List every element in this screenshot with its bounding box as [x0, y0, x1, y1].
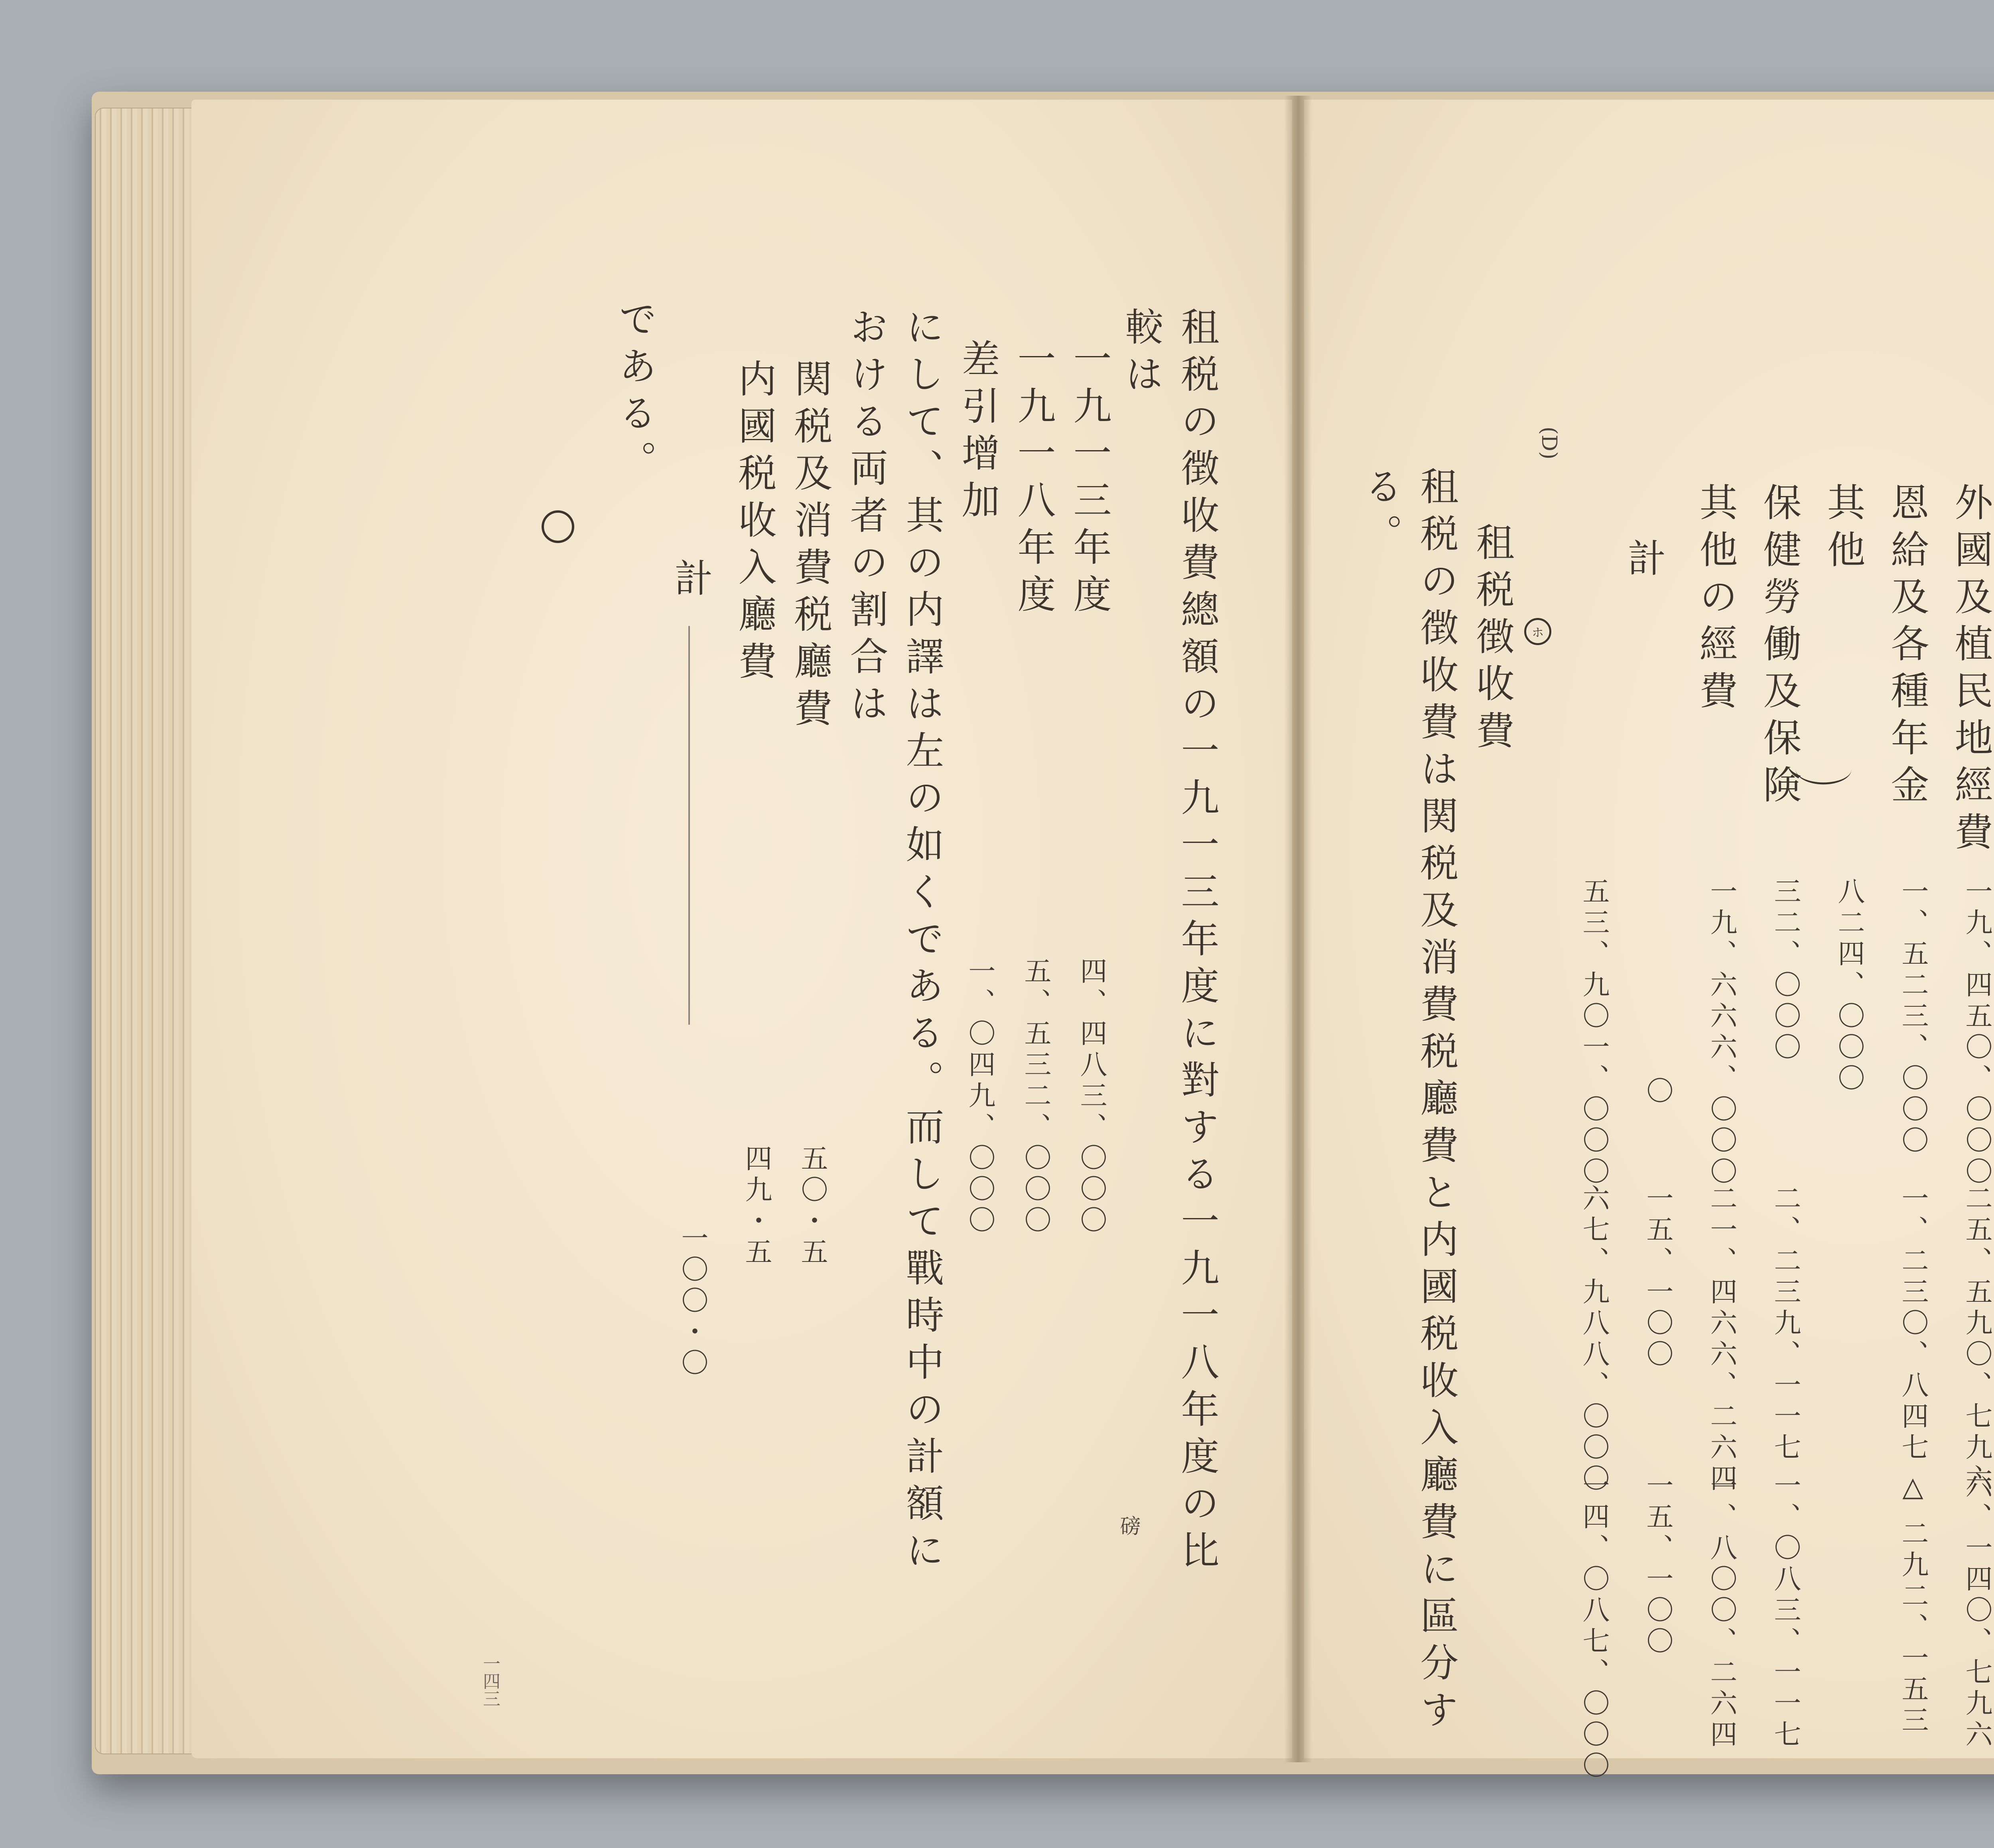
table-cell-1913: 〇	[1642, 1077, 1673, 1108]
pound-unit: 磅	[1116, 1515, 1140, 1536]
table-cell-diff: 一、〇八三、一一七	[1769, 1471, 1801, 1751]
year-1918-value: 五、五三二、〇〇〇	[1020, 957, 1051, 1237]
table-cell-diff: △ 二九二、一五三	[1897, 1471, 1929, 1737]
left-text-line-1: 租税の徴收費總額の一九一三年度に對する一九一八年度の比	[1175, 307, 1220, 1577]
table-row-label: 保健勞働及保険	[1757, 482, 1802, 812]
table-cell-diff: 一五、一〇〇	[1642, 1471, 1673, 1658]
right-page	[1304, 100, 1994, 1782]
increase-value: 一、〇四九、〇〇〇	[964, 957, 995, 1237]
table-cell-1913: 八二四、〇〇〇	[1833, 877, 1865, 1095]
table-row-label: 恩給及各種年金	[1885, 482, 1929, 812]
table-total-1913: 五三、九〇一、〇〇〇	[1578, 877, 1610, 1188]
year-1913-value: 四、四八三、〇〇〇	[1076, 957, 1107, 1237]
table-cell-diff: 一、八〇〇、二六四	[1706, 1471, 1737, 1751]
table-row-label: 其他	[1821, 482, 1866, 577]
table-row-label: 其他の經費	[1693, 482, 1738, 718]
year-1913-label: 一九一三年度	[1067, 339, 1112, 621]
left-text-line-6: にして、其の内譯は左の如くである。而して戰時中の計額に	[900, 307, 944, 1577]
section-label-d: (D)	[1537, 427, 1561, 460]
table-cell-1918: 二、二三九、一一七	[1769, 1184, 1801, 1464]
table-cell-1913: 一九、四五〇、〇〇〇	[1961, 877, 1992, 1188]
internal-revenue-label: 内國税收入廳費	[732, 359, 777, 688]
left-text-line-11: である。	[613, 299, 657, 487]
table-total-diff: 一四、〇八七、〇〇〇	[1578, 1471, 1610, 1782]
customs-office-pct: 五〇・五	[796, 1144, 828, 1269]
table-cell-1913: 一、五二三、〇〇〇	[1897, 877, 1929, 1157]
increase-label: 差引增加	[956, 339, 1000, 527]
circle-mark	[542, 510, 574, 543]
circle-mark-label: ホ	[1532, 626, 1544, 640]
table-total-label: 計	[1622, 538, 1666, 585]
table-total-1918: 六七、九八八、〇〇〇	[1578, 1184, 1610, 1495]
left-text-line-7: おける両者の割合は	[844, 307, 889, 730]
table-cell-diff: 六、一四〇、七九六	[1961, 1471, 1992, 1751]
left-text-line-2: 較は	[1119, 307, 1164, 401]
table-cell-1918: 一五、一〇〇	[1642, 1184, 1673, 1371]
internal-revenue-pct: 四九・五	[741, 1144, 772, 1269]
left-page	[191, 100, 1292, 1758]
section-title: 租税徴收費	[1470, 522, 1515, 758]
book-gutter	[1284, 96, 1312, 1762]
grouping-brace	[1796, 755, 1852, 785]
table-cell-1913: 一九、六六六、〇〇〇	[1706, 877, 1737, 1188]
total-label: 計	[668, 558, 713, 605]
open-book	[92, 92, 1994, 1782]
table-cell-1918: 二一、四六六、二六四	[1706, 1184, 1737, 1495]
right-text-line-1: 租税の徴收費は関税及消費税廳費と内國税收入廳費に區分す	[1414, 466, 1459, 1737]
table-row-label: 外國及植民地經費	[1949, 482, 1993, 859]
table-cell-1918: 一、二三〇、八四七	[1897, 1184, 1929, 1464]
customs-office-label: 関税及消費税廳費	[788, 359, 833, 735]
year-1918-label: 一九一八年度	[1011, 339, 1056, 621]
left-page-edges	[95, 108, 192, 1754]
circle-mark	[1524, 618, 1551, 645]
right-text-line-2: る。	[1358, 466, 1403, 561]
table-cell-1918: 二五、五九〇、七九六	[1961, 1184, 1992, 1495]
left-page-number: 一四三	[480, 1655, 500, 1707]
total-divider	[688, 626, 690, 1025]
table-cell-1913: 三二、〇〇〇	[1769, 877, 1801, 1064]
total-pct: 一〇〇・〇	[677, 1224, 708, 1380]
